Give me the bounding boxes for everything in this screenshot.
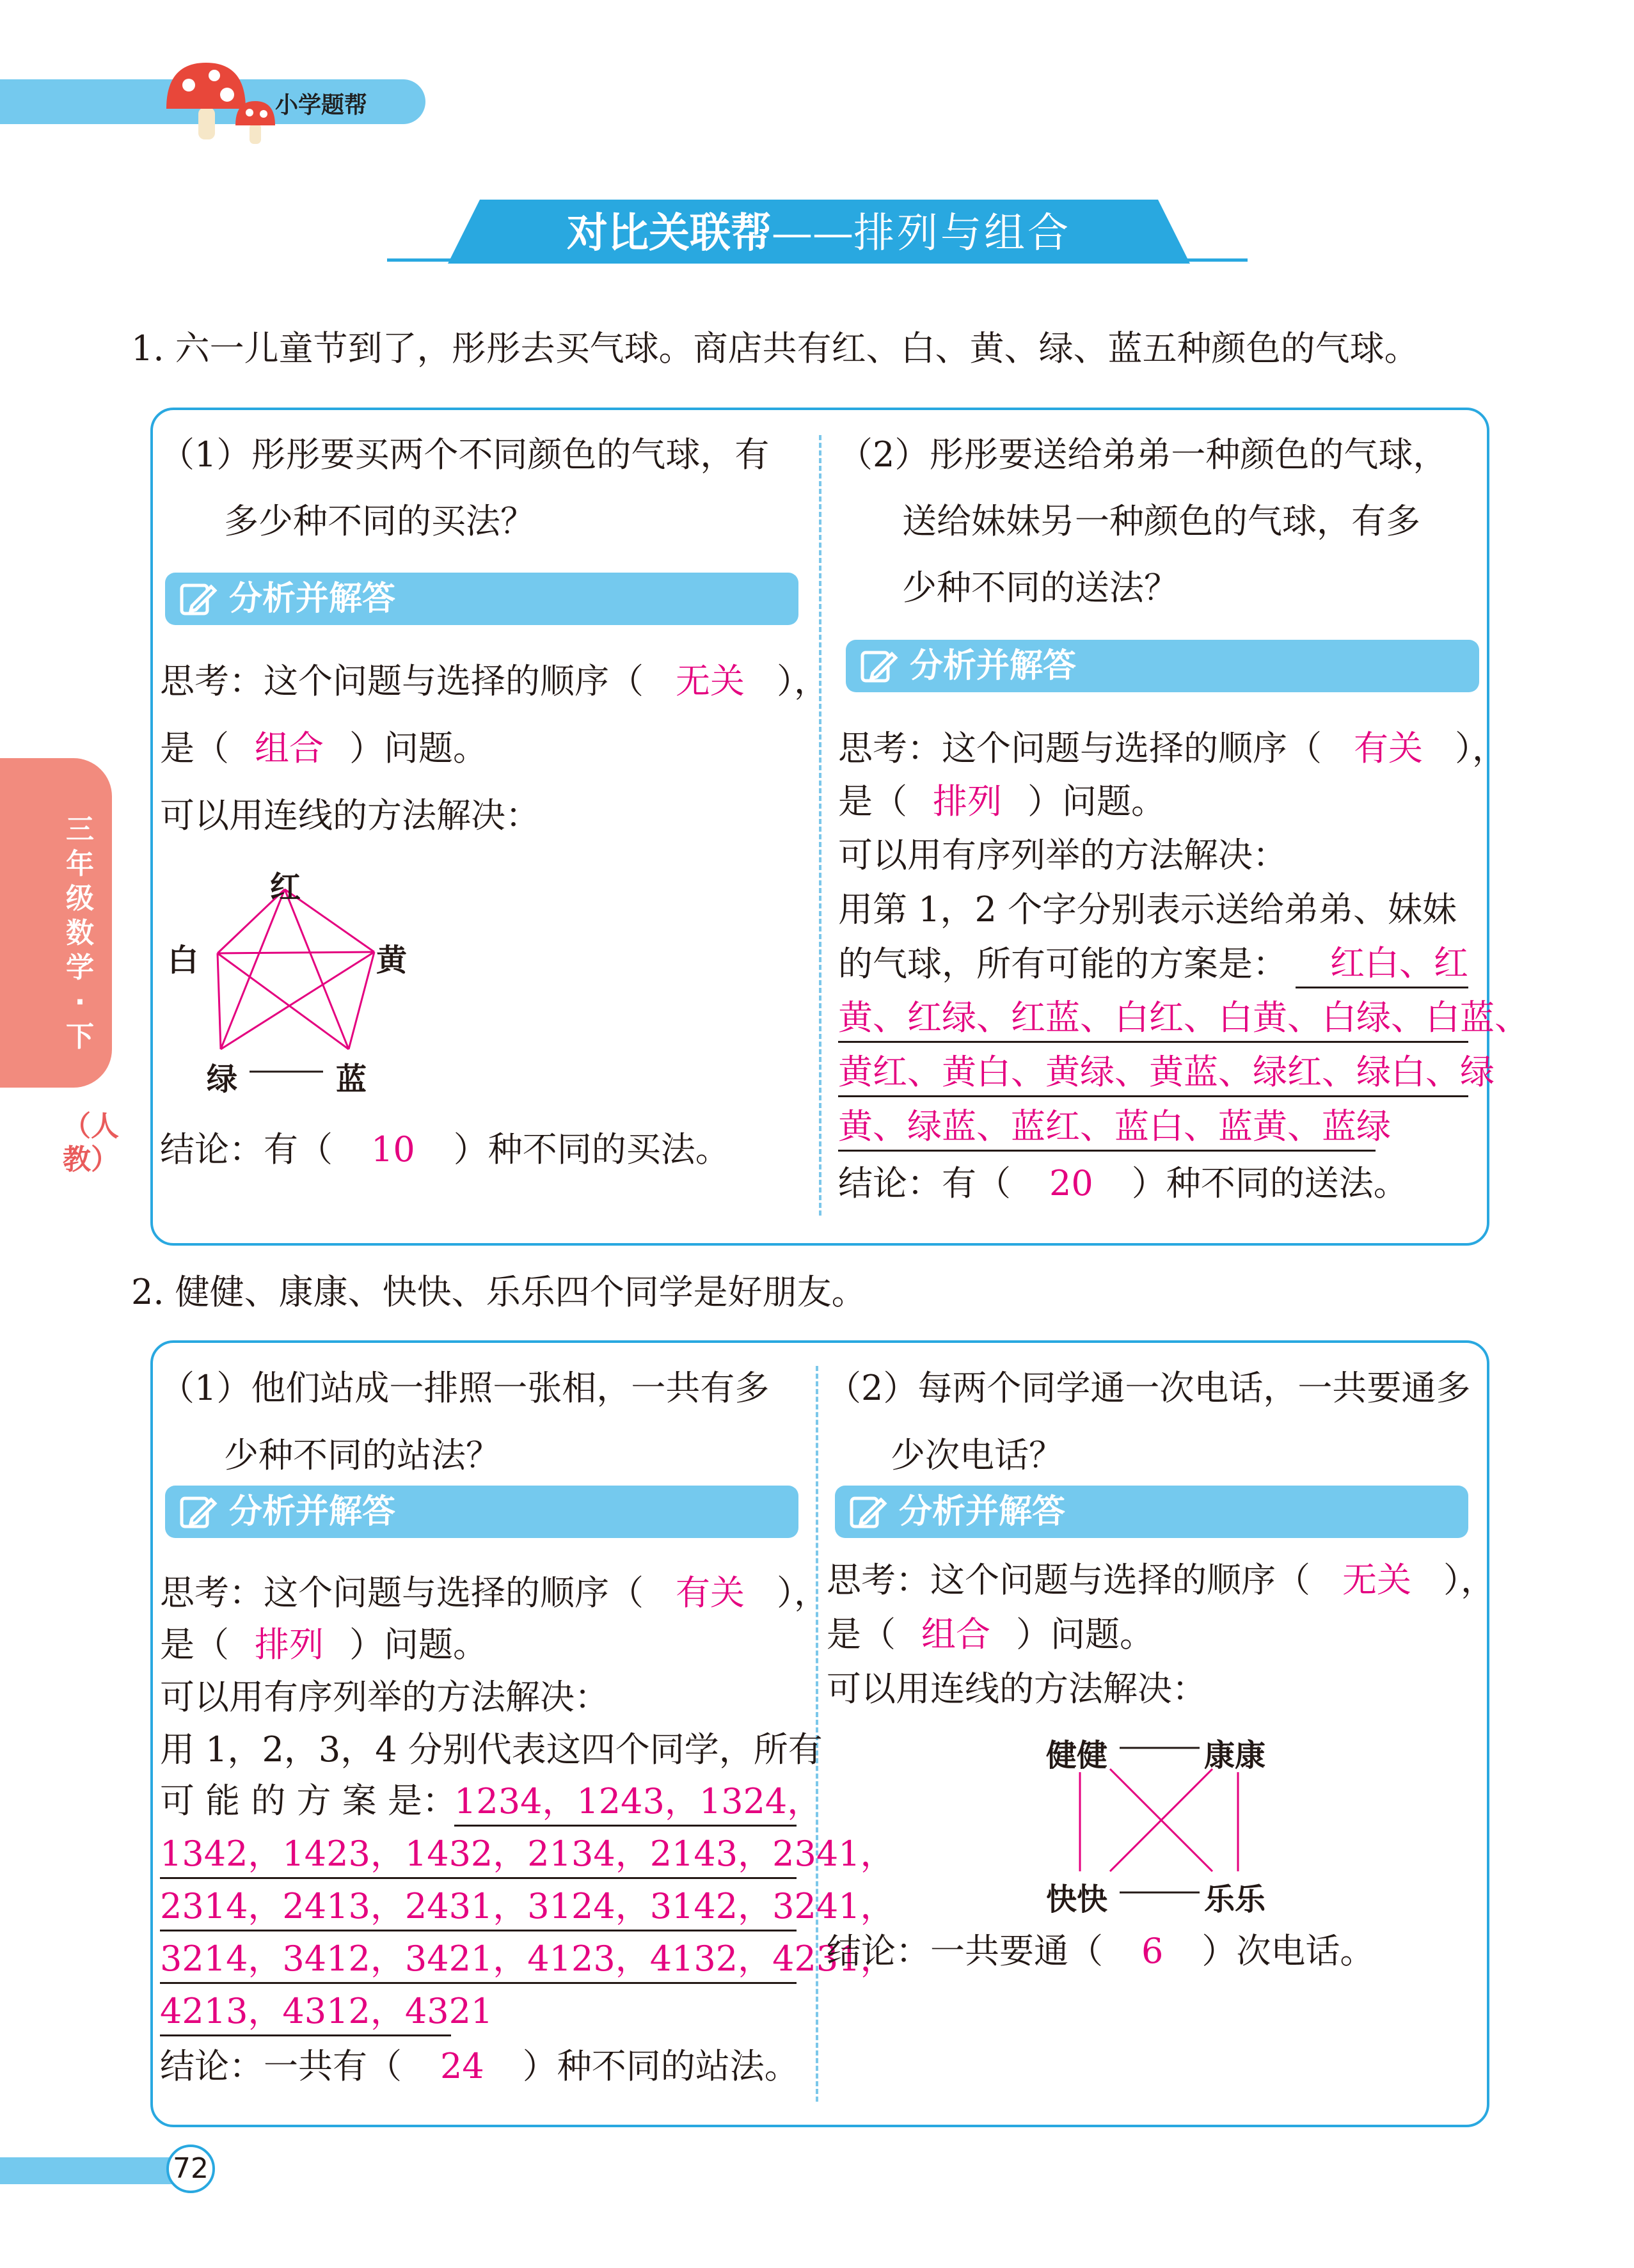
q1-left-method: 可以用连线的方法解决： bbox=[160, 795, 540, 836]
node-yellow: 黄 bbox=[376, 942, 408, 978]
node-green: 绿 bbox=[207, 1061, 238, 1097]
q2-stem: 2. 健健、康康、快快、乐乐四个同学是好朋友。 bbox=[131, 1272, 866, 1312]
node-blue: 蓝 bbox=[336, 1061, 367, 1097]
answer-text: 有关 bbox=[1354, 728, 1423, 768]
q1-right-list-2: 黄、红绿、红蓝、白红、白黄、白绿、白蓝、 bbox=[838, 995, 1468, 1043]
q1-right-prompt-1: （2）彤彤要送给弟弟一种颜色的气球， bbox=[838, 434, 1448, 475]
q2-left-list-1: 1234，1243，1324， bbox=[454, 1779, 797, 1827]
q1-left-conclusion: 结论：有（ 10 ）种不同的买法。 bbox=[160, 1129, 730, 1170]
q2-left-list-2: 1342，1423，1432，2134，2143，2341， bbox=[160, 1831, 797, 1879]
pencil-note-icon bbox=[178, 1493, 218, 1530]
title-sub: 排列与组合 bbox=[853, 210, 1071, 257]
q2-right-think: 思考：这个问题与选择的顺序（ 无关 ）， bbox=[827, 1560, 1495, 1600]
answer-text: 组合 bbox=[255, 728, 324, 768]
analysis-label: 分析并解答 bbox=[229, 580, 396, 618]
node-red: 红 bbox=[270, 869, 301, 905]
q2-left-method: 可以用有序列举的方法解决： bbox=[160, 1677, 609, 1717]
node-kuaikuai: 快快 bbox=[1046, 1882, 1108, 1917]
pencil-note-icon bbox=[848, 1493, 887, 1530]
pencil-note-icon bbox=[859, 647, 898, 685]
answer-text: 排列 bbox=[255, 1624, 324, 1665]
q2-left-prompt-1: （1）他们站成一排照一张相，一共有多 bbox=[160, 1368, 770, 1408]
analysis-label: 分析并解答 bbox=[229, 1493, 396, 1531]
side-tab-grade: 三年级数学·下 bbox=[66, 813, 94, 1053]
q2-left-analysis-bar bbox=[165, 1486, 798, 1538]
q1-left-think: 思考：这个问题与选择的顺序（ 无关 ）， bbox=[160, 661, 829, 701]
q1-stem: 1. 六一儿童节到了，彤彤去买气球。商店共有红、白、黄、绿、蓝五种颜色的气球。 bbox=[131, 328, 1419, 369]
q1-left-analysis-bar bbox=[165, 573, 798, 625]
q1-left-is: 是（ 组合 ）问题。 bbox=[160, 728, 488, 768]
pencil-note-icon bbox=[178, 580, 218, 617]
q1-right-desc-1: 用第 1，2 个字分别表示送给弟弟、妹妹 bbox=[838, 889, 1457, 930]
q2-left-prompt-2: 少种不同的站法？ bbox=[224, 1435, 500, 1475]
q1-right-method: 可以用有序列举的方法解决： bbox=[838, 835, 1287, 875]
q1-divider bbox=[819, 435, 821, 1216]
q2-right-conclusion: 结论：一共要通（ 6 ）次电话。 bbox=[827, 1931, 1375, 1971]
answer-text: 6 bbox=[1141, 1931, 1164, 1971]
q1-right-desc-2: 的气球，所有可能的方案是： bbox=[838, 944, 1287, 984]
q1-right-prompt-2: 送给妹妹另一种颜色的气球，有多 bbox=[902, 501, 1420, 541]
q2-right-analysis-bar bbox=[835, 1486, 1468, 1538]
q2-left-is: 是（ 排列 ）问题。 bbox=[160, 1624, 488, 1665]
q1-right-conclusion: 结论：有（ 20 ）种不同的送法。 bbox=[838, 1163, 1408, 1203]
q2-left-desc-1: 用 1，2，3，4 分别代表这四个同学，所有 bbox=[160, 1729, 823, 1770]
q1-right-think: 思考：这个问题与选择的顺序（ 有关 ）， bbox=[838, 728, 1507, 768]
mushroom-logo-icon bbox=[160, 56, 282, 146]
side-tab-edition: （人教） bbox=[63, 1110, 119, 1176]
q2-left-think: 思考：这个问题与选择的顺序（ 有关 ）， bbox=[160, 1573, 829, 1613]
analysis-label: 分析并解答 bbox=[910, 647, 1077, 685]
node-white: 白 bbox=[168, 942, 199, 978]
node-lele: 乐乐 bbox=[1204, 1882, 1266, 1917]
answer-text: 20 bbox=[1049, 1163, 1093, 1203]
q2-left-desc-2: 可 能 的 方 案 是： bbox=[160, 1780, 457, 1821]
answer-text: 24 bbox=[440, 2046, 484, 2086]
q1-right-list-4: 黄、绿蓝、蓝红、蓝白、蓝黄、蓝绿 bbox=[838, 1104, 1376, 1152]
q1-right-is: 是（ 排列 ）问题。 bbox=[838, 781, 1166, 821]
answer-text: 有关 bbox=[676, 1573, 745, 1613]
q2-left-list-4: 3214，3412，3421，4123，4132，4231， bbox=[160, 1936, 797, 1984]
q1-left-prompt-1: （1）彤彤要买两个不同颜色的气球，有 bbox=[160, 434, 770, 475]
node-kangkang: 康康 bbox=[1204, 1738, 1266, 1773]
q1-right-analysis-bar bbox=[846, 640, 1479, 692]
q1-right-list-1: 红白、红 bbox=[1296, 940, 1468, 988]
page-number: 72 bbox=[166, 2145, 215, 2193]
node-jianjian: 健健 bbox=[1046, 1738, 1108, 1773]
answer-text: 10 bbox=[371, 1129, 415, 1170]
q2-left-conclusion: 结论：一共有（ 24 ）种不同的站法。 bbox=[160, 2046, 799, 2086]
q2-right-method: 可以用连线的方法解决： bbox=[827, 1669, 1207, 1709]
footer-band bbox=[0, 2157, 186, 2184]
q2-right-prompt-1: （2）每两个同学通一次电话，一共要通多 bbox=[827, 1368, 1471, 1408]
title-main: 对比关联帮 bbox=[567, 210, 772, 257]
q1-right-list-3: 黄红、黄白、黄绿、黄蓝、绿红、绿白、绿 bbox=[838, 1049, 1468, 1097]
answer-text: 无关 bbox=[1342, 1560, 1411, 1600]
title-dash: —— bbox=[772, 210, 853, 257]
q2-left-list-3: 2314，2413，2431，3124，3142，3241， bbox=[160, 1883, 797, 1931]
answer-text: 组合 bbox=[921, 1614, 990, 1654]
q2-right-is: 是（ 组合 ）问题。 bbox=[827, 1614, 1154, 1654]
brand-name: 小学题帮 bbox=[275, 92, 368, 118]
q1-right-prompt-3: 少种不同的送法？ bbox=[902, 567, 1178, 608]
q2-right-prompt-2: 少次电话？ bbox=[891, 1435, 1063, 1475]
analysis-label: 分析并解答 bbox=[899, 1493, 1066, 1531]
answer-text: 无关 bbox=[676, 661, 745, 701]
page-title bbox=[448, 205, 1190, 262]
q1-left-prompt-2: 多少种不同的买法？ bbox=[224, 501, 535, 541]
answer-text: 排列 bbox=[933, 781, 1002, 821]
q2-left-list-5: 4213，4312，4321 bbox=[160, 1988, 451, 2036]
